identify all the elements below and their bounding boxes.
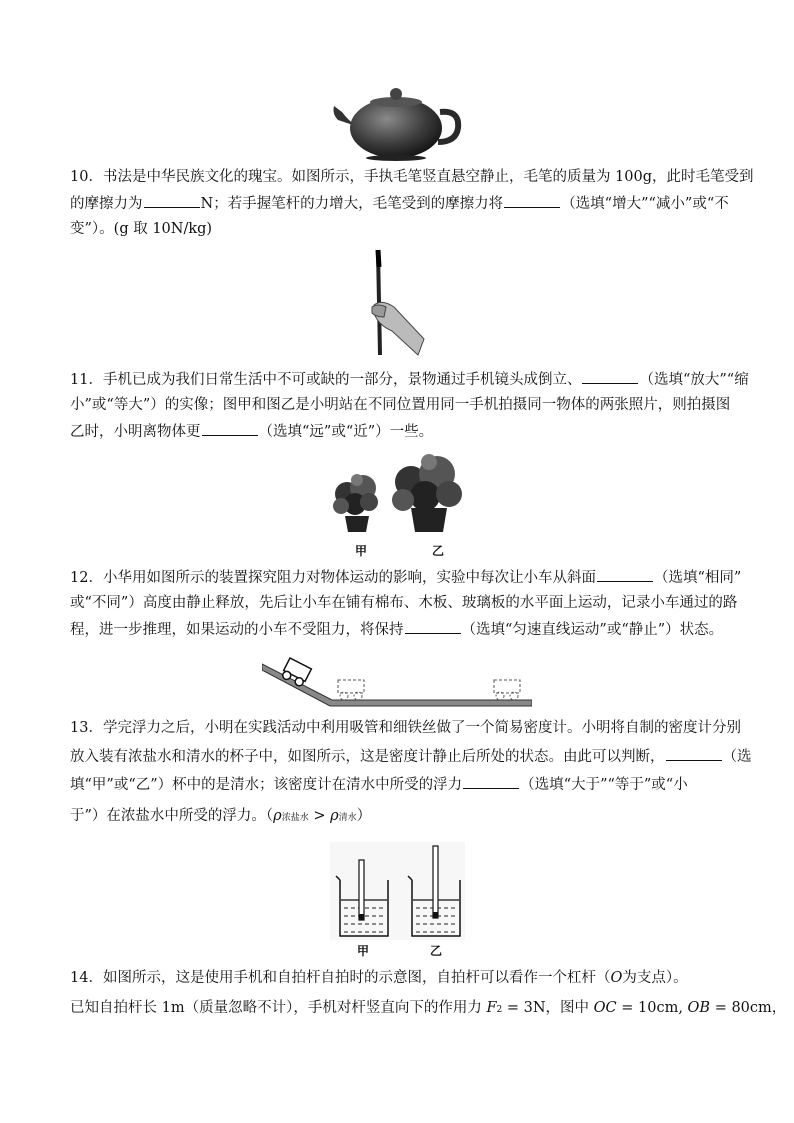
- q13-text: （选填“大于”“等于”或“小: [520, 777, 688, 793]
- q10-line2: [70, 193, 729, 214]
- q11-blank-distance[interactable]: [202, 421, 258, 436]
- q13-text: （选: [722, 749, 752, 765]
- q12-line2: 或“不同”）高度由静止释放，先后让小车在铺有棉布、木板、玻璃板的水平面上运动，记录小车通过的路: [70, 595, 738, 611]
- q13-line3: [70, 774, 688, 795]
- subscript-brine: 浓盐水: [281, 813, 309, 823]
- beakers-figure: [330, 842, 465, 940]
- q14-text: 已知自拍杆长 1m（质量忽略不计），手机对杆竖直向下的作用力: [70, 1000, 487, 1016]
- q11-caption-yi: 乙: [432, 544, 445, 558]
- q13-line2: [70, 746, 752, 767]
- q11-blank-image-type[interactable]: [582, 369, 638, 384]
- q11-line1: [70, 369, 749, 390]
- q10-blank-change[interactable]: [504, 193, 560, 208]
- q12-text: 程，进一步推理，如果运动的小车不受阻力，将保持: [70, 622, 404, 638]
- plant-photos-figure: [325, 448, 465, 540]
- segment-ob: OB: [687, 1000, 711, 1016]
- q13-blank-which-cup[interactable]: [666, 746, 722, 761]
- q12-blank-height[interactable]: [597, 567, 653, 582]
- q14-line1: [70, 968, 688, 988]
- q14-text: = 10cm,: [616, 1000, 688, 1016]
- pivot-label: O: [610, 970, 623, 986]
- q13-line1: 13．学完浮力之后，小明在实践活动中利用吸管和细铁丝做了一个简易密度计。小明将自制的密度计分别: [70, 720, 741, 736]
- q12-text: （选填“匀速直线运动”或“静止”）状态。: [461, 622, 724, 638]
- q14-text: = 3N，图中: [502, 1000, 594, 1016]
- teapot-figure: [330, 80, 465, 162]
- rho-symbol: ρ: [330, 808, 339, 824]
- q11-line2: 小”或“等大”）的实像；图甲和图乙是小明站在不同位置用同一手机拍摄同一物体的两张照片，则拍摄图: [70, 397, 731, 413]
- q14-text: 为支点）。: [622, 970, 688, 986]
- greater-than: >: [308, 808, 331, 824]
- q11-line3: [70, 421, 433, 442]
- q14-text: = 80cm，: [710, 1000, 787, 1016]
- force-symbol: F: [486, 1000, 497, 1016]
- q10-line3: 变”）。(g 取 10N/kg): [70, 221, 213, 237]
- q13-text: ）: [356, 808, 372, 824]
- q11-text: （选填“放大”“缩: [639, 372, 749, 388]
- q12-blank-motion[interactable]: [405, 619, 461, 634]
- q11-caption-jia: 甲: [355, 544, 368, 558]
- segment-oc: OC: [593, 1000, 617, 1016]
- q14-text: 14．如图所示，这是使用手机和自拍杆自拍时的示意图，自拍杆可以看作一个杠杆（: [70, 970, 611, 986]
- q12-text: （选填“相同”: [653, 570, 742, 586]
- q10-text: N；若手握笔杆的力增大，毛笔受到的摩擦力将: [200, 196, 504, 212]
- q14-line2: [70, 998, 786, 1020]
- incline-cart-figure: [262, 648, 532, 710]
- q13-caption-jia: 甲: [357, 944, 370, 958]
- q10-blank-friction[interactable]: [144, 193, 200, 208]
- q11-text: （选填“远”或“近”）一些。: [258, 424, 434, 440]
- q12-text: 12．小华用如图所示的装置探究阻力对物体运动的影响，实验中每次让小车从斜面: [70, 570, 596, 586]
- q13-text: 于”）在浓盐水中所受的浮力。（: [70, 808, 274, 824]
- q10-text: 的摩擦力为: [70, 196, 143, 212]
- q11-text: 乙时，小明离物体更: [70, 424, 201, 440]
- q13-blank-buoyancy[interactable]: [463, 774, 519, 789]
- force-subscript: 2: [496, 1005, 503, 1015]
- q13-line4: [70, 806, 371, 828]
- q12-line3: [70, 619, 723, 640]
- q13-caption-yi: 乙: [430, 944, 443, 958]
- rho-symbol: ρ: [273, 808, 282, 824]
- q10-text: （选填“增大”“减小”或“不: [561, 196, 729, 212]
- subscript-water: 清水: [338, 813, 357, 823]
- q13-text: 填“甲”或“乙”）杯中的是清水；该密度计在清水中所受的浮力: [70, 777, 463, 793]
- q13-text: 放入装有浓盐水和清水的杯子中，如图所示，这是密度计静止后所处的状态。由此可以判断，: [70, 749, 665, 765]
- q10-line1: 10．书法是中华民族文化的瑰宝。如图所示，手执毛笔竖直悬空静止，毛笔的质量为 100g，此时毛笔受到: [70, 169, 754, 185]
- q12-line1: [70, 567, 741, 588]
- q11-text: 11．手机已成为我们日常生活中不可或缺的一部分，景物通过手机镜头成倒立、: [70, 372, 582, 388]
- brush-hand-figure: [368, 247, 430, 359]
